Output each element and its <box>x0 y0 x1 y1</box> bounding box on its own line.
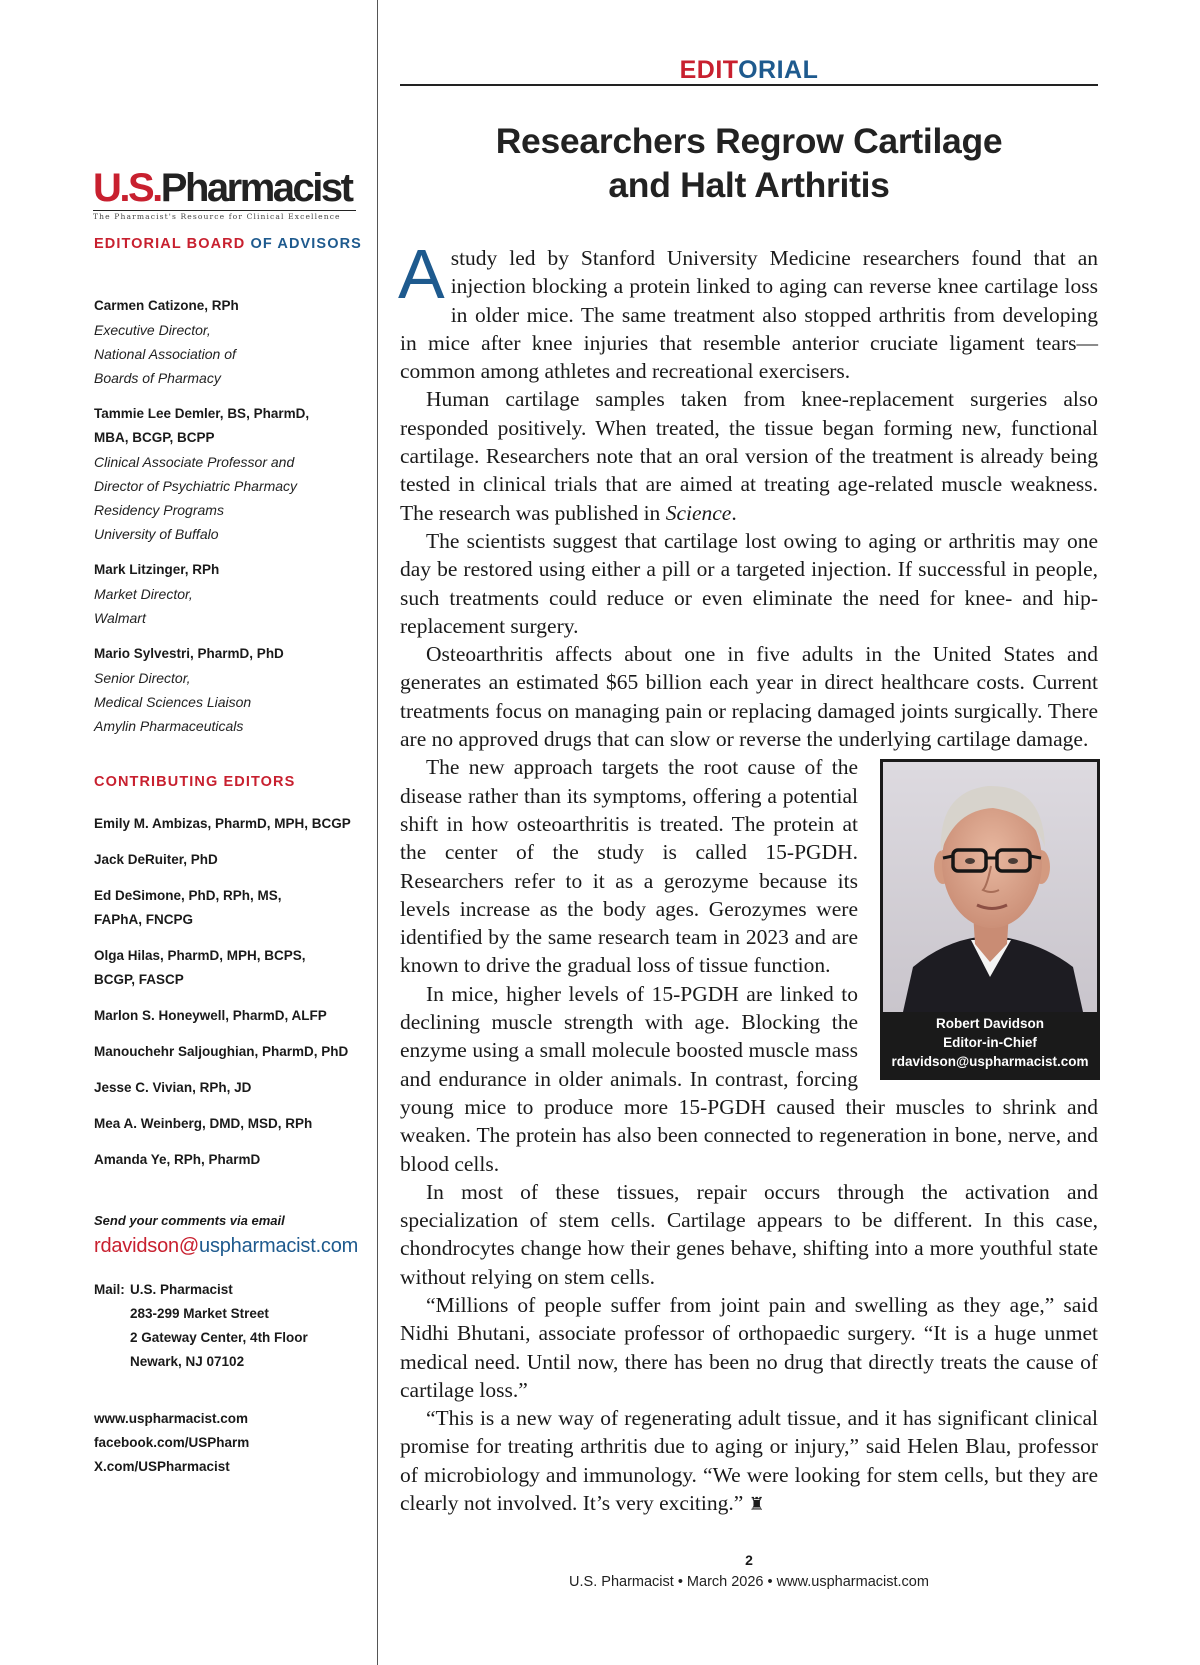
advisor-role: Amylin Pharmaceuticals <box>94 718 244 734</box>
mail-line: 2 Gateway Center, 4th Floor <box>130 1330 308 1345</box>
advisor-name: Carmen Catizone, RPh <box>94 298 239 313</box>
drop-cap: A <box>398 235 445 313</box>
advisor-list <box>94 294 364 750</box>
mail-line: 283-299 Market Street <box>130 1306 269 1321</box>
contributor-entry <box>94 884 364 932</box>
article-headline: Researchers Regrow Cartilage and Halt Arthritis <box>495 121 1003 205</box>
article-paragraph: The new approach targets the root cause of the disease rather than its symptoms, offering a potential shift in how osteoarthritis is treated. The protein at the center of the study is called 15-PGDH. Researchers refer to it as a gerozyme because its levels increase as the body ages. Gerozymes were identified by the same research team in 2023 and are known to drive the gradual loss of tissue function. <box>400 755 858 978</box>
logo-pharmacist-text: Pharmacist <box>160 166 352 210</box>
us-pharmacist-logo <box>93 168 356 221</box>
author-photo <box>883 762 1097 1012</box>
advisor-name: Mark Litzinger, RPh <box>94 562 220 577</box>
website-link[interactable]: www.uspharmacist.com <box>94 1411 249 1426</box>
advisor-entry <box>94 642 364 738</box>
logo-us-text: U.S. <box>93 166 161 210</box>
advisor-role: Director of Psychiatric Pharmacy <box>94 478 298 494</box>
end-mark-icon: ♜ <box>748 1494 765 1515</box>
advisor-role: Medical Sciences Liaison <box>94 694 252 710</box>
article-paragraph: In most of these tissues, repair occurs through the activation and specialization of stem cells. Cartilage appears to be different. In this case, chondrocytes change how their genes behave, shifting into a more youthful state without relying on stem cells. <box>400 1179 1098 1289</box>
author-title: Editor-in-Chief <box>943 1035 1037 1051</box>
mail-line: U.S. Pharmacist <box>130 1282 233 1297</box>
author-portrait-image <box>883 762 1097 1012</box>
contributor-credentials: BCGP, FASCP <box>94 972 184 987</box>
article-body <box>398 235 1098 1518</box>
article-paragraph: The scientists suggest that cartilage lost owing to aging or arthritis may one day be restored using either a pill or a targeted injection. If successful in people, such treatments could reduce or even eliminate the need for knee- and hip-replacement surgery. <box>400 528 1098 638</box>
article-paragraph: “Millions of people suffer from joint pain and swelling as they age,” said Nidhi Bhutani, associate professor of orthopaedic surgery. “It is a huge unmet medical need. Until now, there has been no drug that directly treats the cause of cartilage loss.” <box>400 1292 1098 1402</box>
advisor-role: Executive Director, <box>94 322 211 338</box>
advisor-credentials: MBA, BCGP, BCPP <box>94 430 215 445</box>
advisor-role: Clinical Associate Professor and <box>94 454 295 470</box>
page-number: 2 <box>745 1552 753 1568</box>
mail-line: Newark, NJ 07102 <box>130 1354 245 1369</box>
contributor-name: Manouchehr Saljoughian, PharmD, PhD <box>94 1044 349 1059</box>
article-paragraph: Astudy led by Stanford University Medicine researchers found that an injection blocking a protein linked to aging can reverse knee cartilage loss in older mice. The same treatment also stopped arthritis from developing in mice after knee injuries that resemble anterior cruciate ligament tears—common among athletes and recreational exercisers. <box>398 235 1098 384</box>
journal-name: Science <box>665 500 732 525</box>
contributor-credentials: FAPhA, FNCPG <box>94 912 194 927</box>
advisor-entry <box>94 294 364 390</box>
mail-label: Mail: <box>94 1282 125 1297</box>
advisor-role: Residency Programs <box>94 502 224 518</box>
contributor-name: Olga Hilas, PharmD, MPH, BCPS, <box>94 948 306 963</box>
author-caption <box>883 1012 1097 1071</box>
section-divider <box>400 84 1098 86</box>
web-links <box>94 1407 249 1479</box>
advisor-role: Walmart <box>94 610 146 626</box>
footer-text: U.S. Pharmacist • March 2026 • www.uspharmacist.com <box>569 1574 929 1590</box>
author-email[interactable]: rdavidson@uspharmacist.com <box>891 1054 1089 1070</box>
comments-label: Send your comments via email <box>94 1213 285 1228</box>
contributing-editors-heading: CONTRIBUTING EDITORS <box>94 774 296 790</box>
advisor-name: Mario Sylvestri, PharmD, PhD <box>94 646 284 661</box>
article-paragraph: Human cartilage samples taken from knee-replacement surgeries also responded positively. When treated, the tissue began forming new, functional cartilage. Researchers note that an oral version of the treatment is already being tested in clinical trials that are aimed at treating age-related muscle weakness. The research was published in Science. <box>400 387 1098 525</box>
advisor-entry <box>94 402 364 546</box>
advisor-role: National Association of <box>94 346 236 362</box>
advisor-role: Senior Director, <box>94 670 191 686</box>
contributor-name: Emily M. Ambizas, PharmD, MPH, BCGP <box>94 816 351 831</box>
contributor-entry <box>94 944 364 992</box>
mailing-address <box>94 1278 308 1374</box>
advisor-role: Boards of Pharmacy <box>94 370 221 386</box>
article-paragraph: “This is a new way of regenerating adult tissue, and it has significant clinical promise for treating arthritis due to aging or injury,” said Helen Blau, professor of microbiology and immunology. “We were looking for stem cells, but they are clearly not involved. It’s very exciting.” ♜ <box>400 1406 1098 1516</box>
article-paragraph: Osteoarthritis affects about one in five adults in the United States and generates an estimated $65 billion each year in direct healthcare costs. Current treatments focus on managing pain or replacing damaged joints surgically. There are no approved drugs that can slow or reverse the underlying cartilage damage. <box>400 642 1098 752</box>
author-name: Robert Davidson <box>935 1016 1044 1032</box>
contributor-name: Jack DeRuiter, PhD <box>94 852 218 867</box>
article-paragraph: In mice, higher levels of 15-PGDH are linked to declining muscle strength with age. Blocking the enzyme using a small molecule boosted muscle mass and endurance in older animals. In contrast, forcing young mice to produce more 15-PGDH caused their muscles to shrink and weaken. The protein has also been connected to regeneration in bone, nerve, and blood cells. <box>400 981 1098 1176</box>
contributor-name: Jesse C. Vivian, RPh, JD <box>94 1080 252 1095</box>
advisor-name: Tammie Lee Demler, BS, PharmD, <box>94 406 310 421</box>
contributor-name: Ed DeSimone, PhD, RPh, MS, <box>94 888 282 903</box>
advisor-role: Market Director, <box>94 586 193 602</box>
comments-email-link[interactable]: rdavidson@uspharmacist.com <box>94 1235 359 1257</box>
editorial-board-heading: EDITORIAL BOARD OF ADVISORS <box>94 236 362 252</box>
author-card <box>880 759 1100 1080</box>
contributor-name: Amanda Ye, RPh, PharmD <box>94 1152 261 1167</box>
x-link[interactable]: X.com/USPharmacist <box>94 1459 230 1474</box>
advisor-entry <box>94 558 364 630</box>
contributor-name: Mea A. Weinberg, DMD, MSD, RPh <box>94 1116 313 1131</box>
contributor-list <box>94 812 364 1184</box>
logo-tagline: The Pharmacist's Resource for Clinical Excellence <box>93 210 356 221</box>
sidebar <box>0 0 378 1665</box>
facebook-link[interactable]: facebook.com/USPharm <box>94 1435 250 1450</box>
section-label: EDITORIAL <box>679 56 819 84</box>
contributor-name: Marlon S. Honeywell, PharmD, ALFP <box>94 1008 327 1023</box>
advisor-role: University of Buffalo <box>94 526 219 542</box>
